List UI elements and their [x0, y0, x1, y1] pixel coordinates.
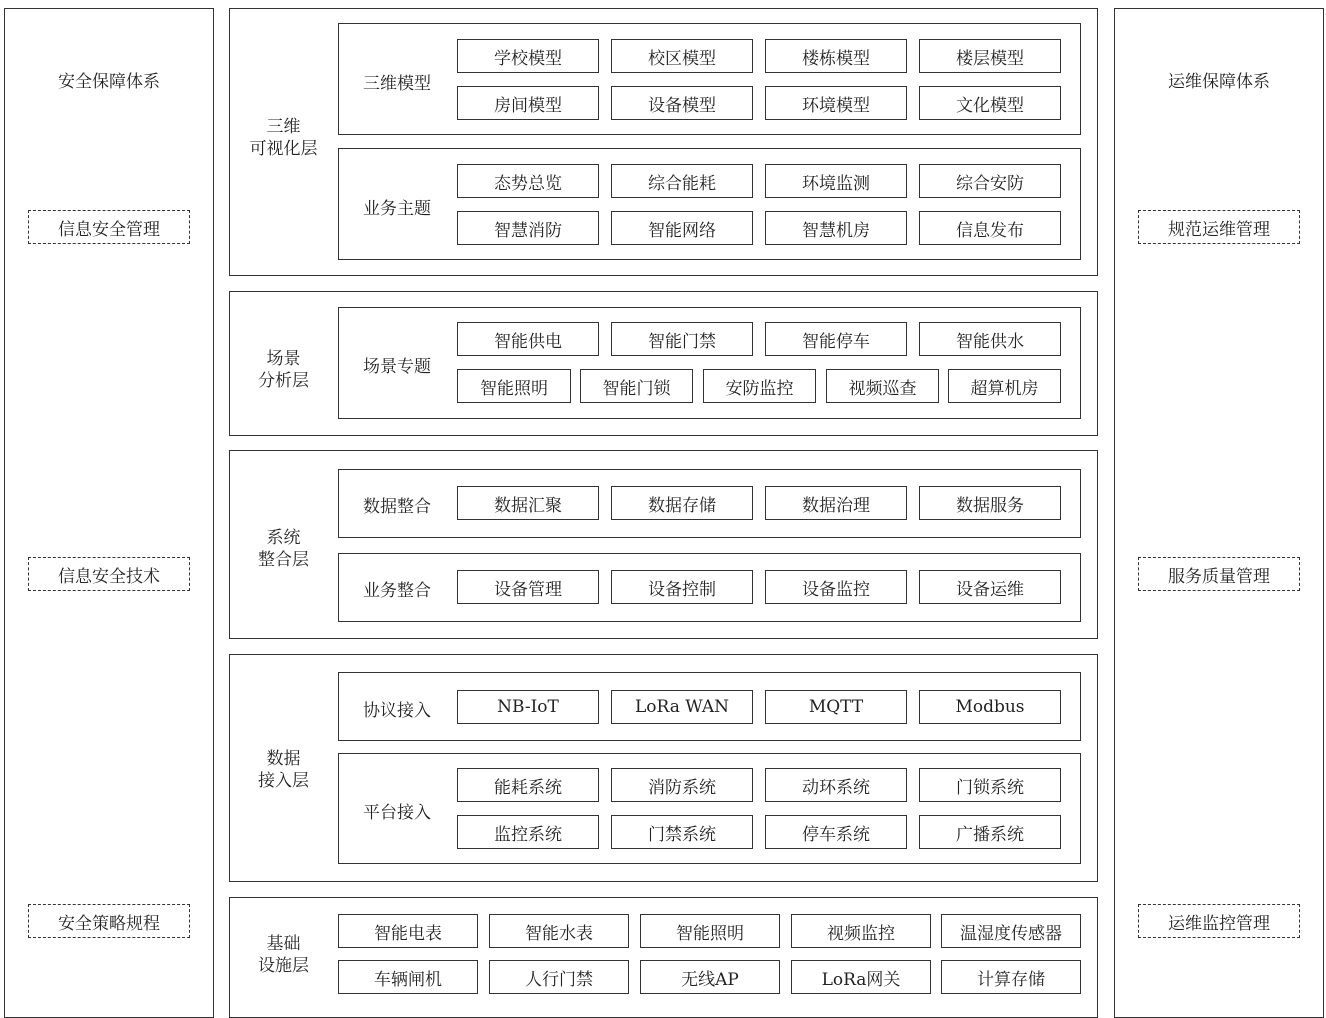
module-box: 广播系统 — [919, 815, 1061, 849]
layer-title-line1: 基础 — [266, 934, 301, 954]
layer-title-line2: 整合层 — [258, 550, 309, 570]
module-box: 智能停车 — [765, 322, 907, 356]
module-box: 综合能耗 — [611, 164, 753, 198]
module-box: 人行门禁 — [489, 960, 629, 994]
group-label: 平台接入 — [363, 803, 431, 823]
security-policy: 安全策略规程 — [28, 904, 190, 938]
layer-visualization-title — [229, 116, 338, 160]
module-box: 设备管理 — [457, 570, 599, 604]
module-box: 消防系统 — [611, 768, 753, 802]
info-security-technology: 信息安全技术 — [28, 557, 190, 591]
module-box: 智能水表 — [489, 914, 629, 948]
module-box: 无线AP — [640, 960, 780, 994]
layer-scenario-title — [229, 348, 338, 392]
group-label: 场景专题 — [363, 357, 431, 377]
group-label: 业务整合 — [363, 581, 431, 601]
ops-monitoring-management: 运维监控管理 — [1138, 904, 1300, 938]
module-box: 信息发布 — [919, 211, 1061, 245]
module-box: 视频监控 — [791, 914, 931, 948]
module-box: 停车系统 — [765, 815, 907, 849]
group-label: 数据整合 — [363, 497, 431, 517]
module-box: 智能供电 — [457, 322, 599, 356]
module-box: 监控系统 — [457, 815, 599, 849]
module-box: 智能供水 — [919, 322, 1061, 356]
module-box: 动环系统 — [765, 768, 907, 802]
module-box: 能耗系统 — [457, 768, 599, 802]
layer-title-line2: 接入层 — [258, 771, 309, 791]
layer-access-title — [229, 748, 338, 792]
module-box: 车辆闸机 — [338, 960, 478, 994]
operations-system-title: 运维保障体系 — [1168, 72, 1270, 92]
info-security-management: 信息安全管理 — [28, 210, 190, 244]
module-box: Modbus — [919, 690, 1061, 724]
module-box: 数据存储 — [611, 486, 753, 520]
layer-title-line2: 可视化层 — [249, 139, 318, 159]
module-box: 环境模型 — [765, 86, 907, 120]
module-box: LoRa WAN — [611, 690, 753, 724]
module-box: NB-IoT — [457, 690, 599, 724]
module-box: 智能电表 — [338, 914, 478, 948]
layer-infrastructure-title — [229, 933, 338, 977]
layer-title-line1: 系统 — [266, 528, 301, 548]
layer-title-line2: 设施层 — [258, 956, 309, 976]
module-box: 门锁系统 — [919, 768, 1061, 802]
module-box: 智能门禁 — [611, 322, 753, 356]
group-label: 三维模型 — [363, 74, 431, 94]
group-label: 协议接入 — [363, 701, 431, 721]
module-box: 数据服务 — [919, 486, 1061, 520]
service-quality-management: 服务质量管理 — [1138, 557, 1300, 591]
module-box: 设备监控 — [765, 570, 907, 604]
module-box: 文化模型 — [919, 86, 1061, 120]
ops-standard-management: 规范运维管理 — [1138, 210, 1300, 244]
layer-title-line1: 场景 — [266, 349, 301, 369]
module-box: 智慧消防 — [457, 211, 599, 245]
left-panel-security — [4, 8, 214, 1018]
module-box: 计算存储 — [941, 960, 1081, 994]
module-box: 设备模型 — [611, 86, 753, 120]
layer-integration-title — [229, 527, 338, 571]
group-label: 业务主题 — [363, 199, 431, 219]
module-box: 楼层模型 — [919, 39, 1061, 73]
module-box: 数据汇聚 — [457, 486, 599, 520]
module-box: 环境监测 — [765, 164, 907, 198]
module-box: 门禁系统 — [611, 815, 753, 849]
module-box: MQTT — [765, 690, 907, 724]
layer-title-line2: 分析层 — [258, 371, 309, 391]
module-box: 楼栋模型 — [765, 39, 907, 73]
module-box: 智能网络 — [611, 211, 753, 245]
module-box: 超算机房 — [948, 369, 1061, 403]
module-box: 智慧机房 — [765, 211, 907, 245]
module-box: LoRa网关 — [791, 960, 931, 994]
module-box: 房间模型 — [457, 86, 599, 120]
module-box: 数据治理 — [765, 486, 907, 520]
module-box: 设备运维 — [919, 570, 1061, 604]
module-box: 学校模型 — [457, 39, 599, 73]
module-box: 智能照明 — [457, 369, 571, 403]
layer-title-line1: 数据 — [266, 749, 301, 769]
module-box: 智能照明 — [640, 914, 780, 948]
module-box: 安防监控 — [703, 369, 816, 403]
module-box: 校区模型 — [611, 39, 753, 73]
module-box: 智能门锁 — [580, 369, 693, 403]
module-box: 设备控制 — [611, 570, 753, 604]
layer-title-line1: 三维 — [266, 117, 301, 137]
security-system-title: 安全保障体系 — [58, 72, 160, 92]
module-box: 温湿度传感器 — [941, 914, 1081, 948]
module-box: 综合安防 — [919, 164, 1061, 198]
module-box: 视频巡查 — [826, 369, 939, 403]
module-box: 态势总览 — [457, 164, 599, 198]
right-panel-operations — [1114, 8, 1324, 1018]
